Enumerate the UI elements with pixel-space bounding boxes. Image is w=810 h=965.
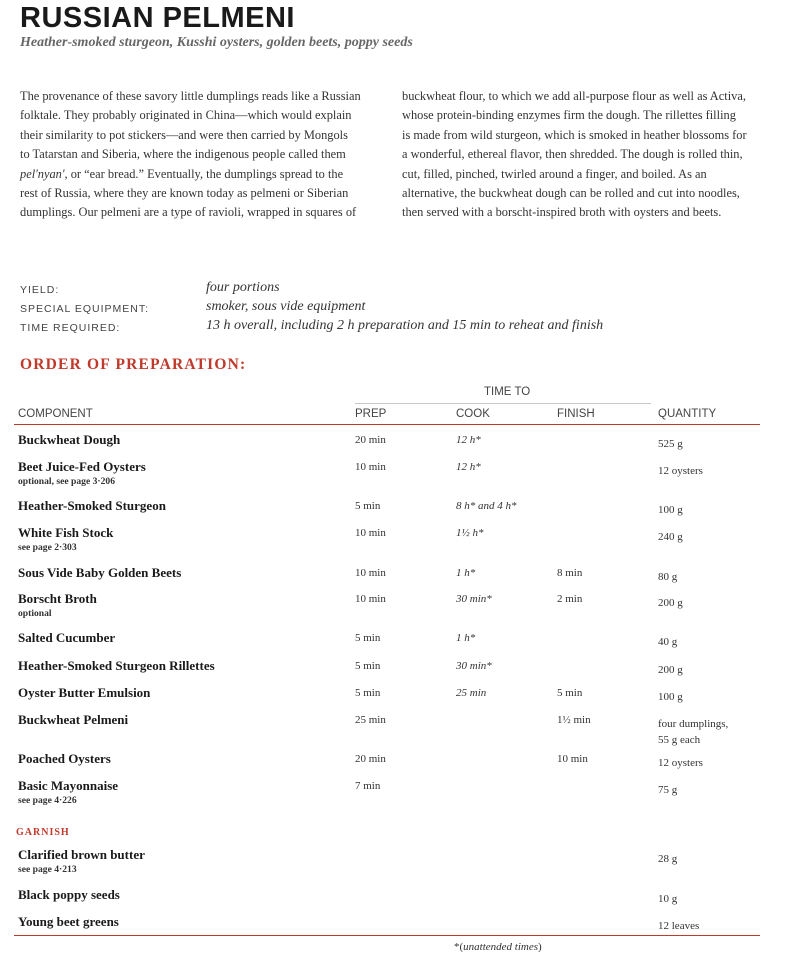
intro-line-italic: pel'nyan', or “ear bread.” Eventually, the dumplings spread to the [20,166,344,181]
prep-time: 10 min [355,593,386,605]
intro-line: a wonderful, ethereal flavor, then shredded. The dough is rolled thin, [402,147,743,162]
intro-line: cut, filled, pinched, twirled around a finger, and boiled. As an [402,166,707,181]
intro-column-left [20,87,382,223]
cook-time: 8 h* and 4 h* [456,500,517,512]
column-header-prep: PREP [355,408,387,420]
component-note: optional, see page 3·206 [18,476,116,487]
garnish-name: Clarified brown butter [18,847,145,862]
quantity: 100 g [658,691,683,703]
time-to-rule [355,403,651,404]
header-rule [14,424,760,425]
prep-time: 7 min [355,780,381,792]
intro-line: folktale. They probably originated in China—which would explain [20,108,352,123]
intro-line: is made from wild sturgeon, which is smoked in heather blossoms for [402,127,747,142]
cook-time: 30 min* [456,660,492,672]
component-name: Poached Oysters [18,751,111,766]
quantity: 80 g [658,571,678,583]
cook-time: 25 min [456,687,487,699]
order-of-preparation-heading: ORDER OF PREPARATION: [20,356,247,373]
intro-line: their similarity to pot stickers—and were then carried by Mongols [20,127,348,142]
prep-time: 20 min [355,434,386,446]
garnish-name: Young beet greens [18,914,119,929]
intro-line: then served with a borscht-inspired broth with oysters and beets. [402,205,722,220]
footnote-italic: unattended times [463,941,539,953]
foreign-term: pel'nyan' [20,166,65,181]
quantity: 12 oysters [658,465,703,477]
column-header-finish: FINISH [557,408,595,420]
footnote-text: *(unattended times) [454,941,542,953]
footer-rule [14,935,760,936]
column-header-component: COMPONENT [18,408,93,420]
intro-line: to Tatarstan and Siberia, where the indigenous people called them [20,147,346,162]
component-name: Heather-Smoked Sturgeon [18,498,166,513]
quantity: 100 g [658,504,683,516]
recipe-title: RUSSIAN PELMENI [20,2,295,34]
prep-time: 5 min [355,500,381,512]
component-note: see page 4·226 [18,795,77,806]
cook-time: 12 h* [456,434,481,446]
component-note: see page 2·303 [18,542,77,553]
component-name: Sous Vide Baby Golden Beets [18,565,182,580]
intro-line: rest of Russia, where they are known today as pelmeni or Siberian [20,186,349,201]
finish-time: 10 min [557,753,588,765]
component-name: Heather-Smoked Sturgeon Rillettes [18,658,215,673]
footnote [454,941,542,953]
finish-time: 8 min [557,567,583,579]
finish-time: 1½ min [557,714,591,726]
finish-time: 5 min [557,687,583,699]
cook-time: 30 min* [456,593,492,605]
intro-column-right [402,87,768,223]
column-header-quantity: QUANTITY [658,408,717,420]
prep-time: 20 min [355,753,386,765]
prep-time: 10 min [355,567,386,579]
component-name: Oyster Butter Emulsion [18,685,151,700]
garnish-note: see page 4·213 [18,864,77,875]
time-to-header: TIME TO [484,386,531,398]
cook-time: 1½ h* [456,527,484,539]
yield-label: YIELD: [20,284,60,296]
intro-line: buckwheat flour, to which we add all-purpose flour as well as Activa, [402,89,746,103]
quantity: 240 g [658,531,683,543]
prep-time: 10 min [355,527,386,539]
quantity: 75 g [658,784,678,796]
component-name: Buckwheat Dough [18,432,121,447]
prep-time: 5 min [355,660,381,672]
intro-line: whose protein-binding enzymes firm the dough. The rillettes filling [402,108,736,123]
garnish-quantity: 10 g [658,893,678,905]
prep-time: 10 min [355,461,386,473]
component-name: White Fish Stock [18,525,114,540]
time-required-label: TIME REQUIRED: [20,322,121,334]
garnish-heading: GARNISH [16,827,70,838]
quantity: 12 oysters [658,757,703,769]
yield-value: four portions [206,280,280,295]
quantity: 40 g [658,636,678,648]
component-name: Salted Cucumber [18,630,116,645]
intro-line: alternative, the buckwheat dough can be rolled and cut into noodles, [402,186,740,201]
component-note: optional [18,608,52,619]
equipment-value: smoker, sous vide equipment [206,299,366,314]
component-name: Buckwheat Pelmeni [18,712,129,727]
intro-line: The provenance of these savory little dumplings reads like a Russian [20,89,361,103]
prep-time: 25 min [355,714,386,726]
quantity: 525 g [658,438,683,450]
column-header-cook: COOK [456,408,490,420]
component-name: Beet Juice-Fed Oysters [18,459,146,474]
quantity: four dumplings, 55 g each [658,718,729,746]
quantity: 200 g [658,597,683,609]
equipment-label: SPECIAL EQUIPMENT: [20,303,150,315]
intro-line: dumplings. Our pelmeni are a type of ravioli, wrapped in squares of [20,205,357,220]
time-required-value: 13 h overall, including 2 h preparation and 15 min to reheat and finish [206,318,604,333]
garnish-quantity: 12 leaves [658,920,700,932]
garnish-quantity: 28 g [658,853,678,865]
recipe-subtitle: Heather-smoked sturgeon, Kusshi oysters, golden beets, poppy seeds [20,35,413,50]
cook-time: 1 h* [456,632,476,644]
component-name: Borscht Broth [18,591,97,606]
cook-time: 12 h* [456,461,481,473]
cook-time: 1 h* [456,567,476,579]
finish-time: 2 min [557,593,583,605]
prep-time: 5 min [355,632,381,644]
prep-time: 5 min [355,687,381,699]
component-name: Basic Mayonnaise [18,778,119,793]
quantity: 200 g [658,664,683,676]
garnish-name: Black poppy seeds [18,887,120,902]
